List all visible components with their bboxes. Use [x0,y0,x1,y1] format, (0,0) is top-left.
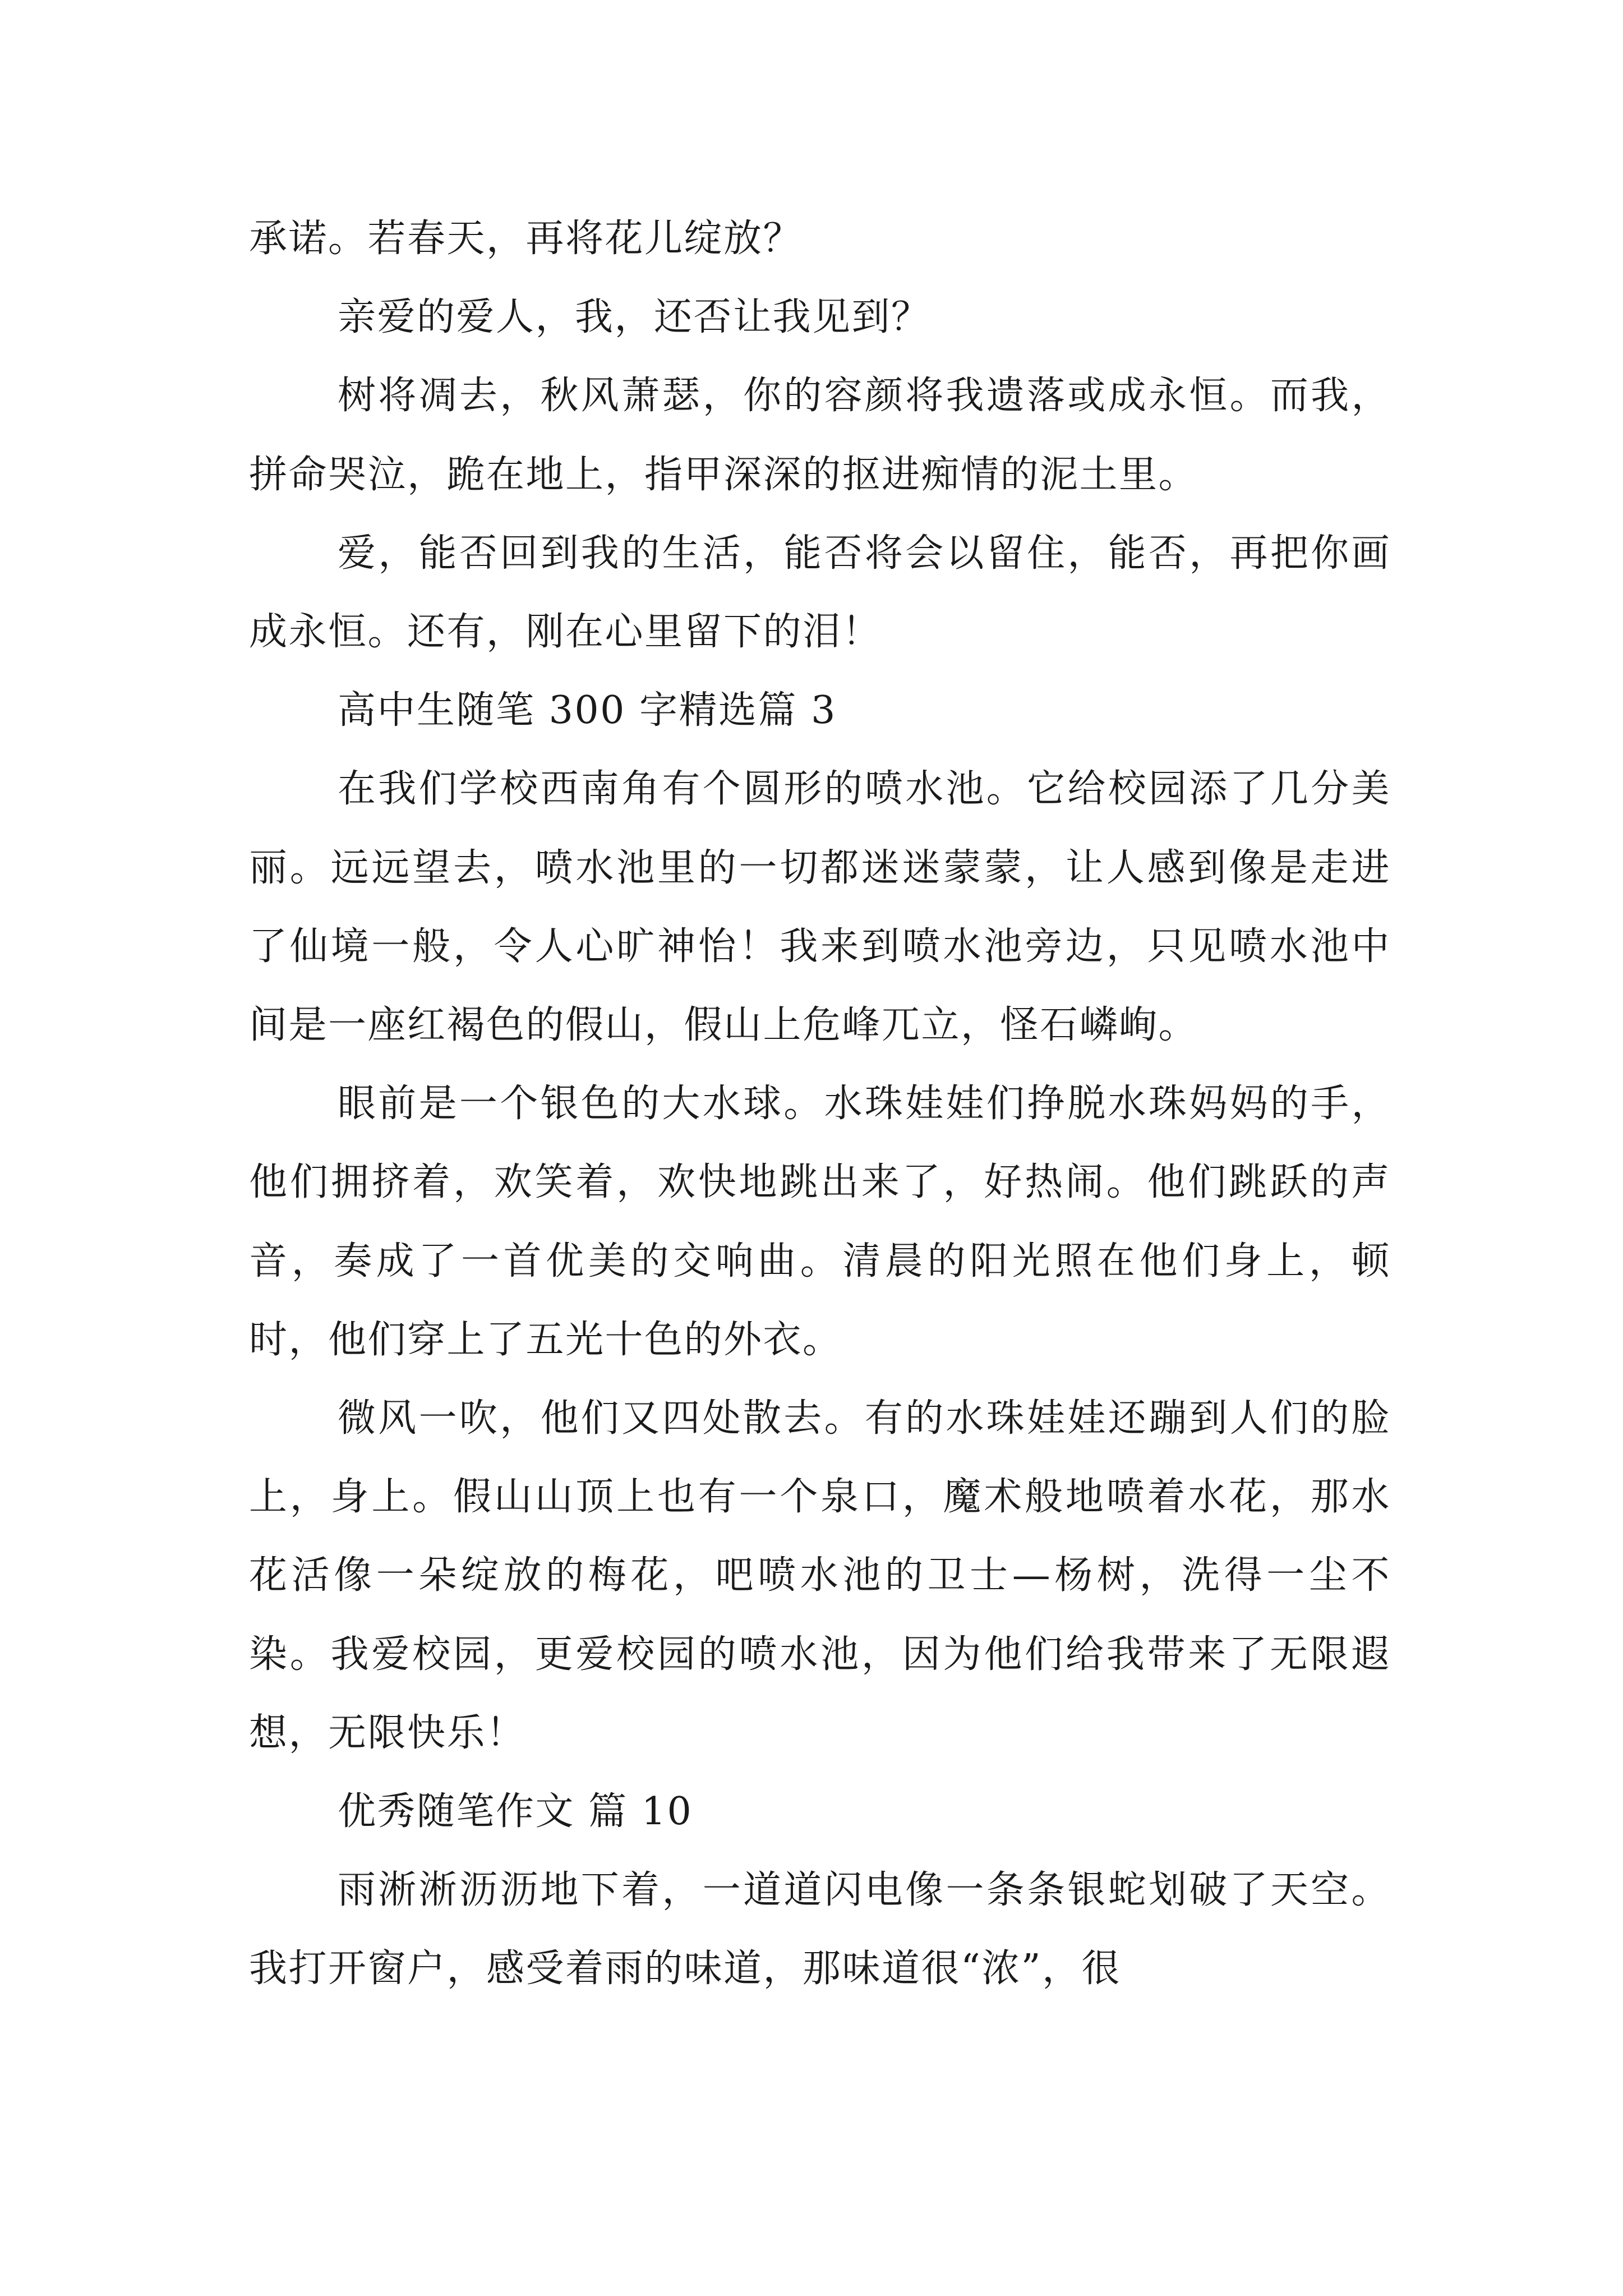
paragraph-autumn-wind: 树将凋去，秋风萧瑟，你的容颜将我遗落或成永恒。而我，拼命哭泣，跪在地上，指甲深深的抠进痴情的泥土里。 [249,374,1391,497]
paragraph-fountain-intro: 在我们学校西南角有个圆形的喷水池。它给校园添了几分美丽。远远望去，喷水池里的一切都迷迷蒙蒙，让人感到像是走进了仙境一般，令人心旷神怡！我来到喷水池旁边，只见喷水池中间是一座红褐色的假山，假山上危峰兀立，怪石嶙峋。 [249,767,1391,1048]
paragraph-rain: 雨淅淅沥沥地下着，一道道闪电像一条条银蛇划破了天空。我打开窗户，感受着雨的味道，那味道很“浓”，很 [249,1868,1391,1991]
section-heading-essay-10: 优秀随笔作文 篇 10 [338,1789,693,1834]
paragraph-beloved: 亲爱的爱人，我，还否让我见到？ [338,295,931,340]
paragraph-water-ball: 眼前是一个银色的大水球。水珠娃娃们挣脱水珠妈妈的手，他们拥挤着，欢笑着，欢快地跳出来了，好热闹。他们跳跃的声音，奏成了一首优美的交响曲。清晨的阳光照在他们身上，顿时，他们穿上了五光十色的外衣。 [249,1082,1391,1362]
document-body [249,200,1391,2009]
paragraph-continuation: 承诺。若春天，再将花儿绽放？ [249,217,803,261]
paragraph-love-return: 爱，能否回到我的生活，能否将会以留住，能否，再把你画成永恒。还有，刚在心里留下的泪！ [249,531,1391,655]
paragraph-breeze: 微风一吹，他们又四处散去。有的水珠娃娃还蹦到人们的脸上，身上。假山山顶上也有一个泉口，魔术般地喷着水花，那水花活像一朵绽放的梅花，吧喷水池的卫士—杨树，洗得一尘不染。我爱校园，更爱校园的喷水池，因为他们给我带来了无限遐想，无限快乐！ [249,1396,1391,1755]
section-heading-essay-3: 高中生随笔 300 字精选篇 3 [338,688,837,733]
